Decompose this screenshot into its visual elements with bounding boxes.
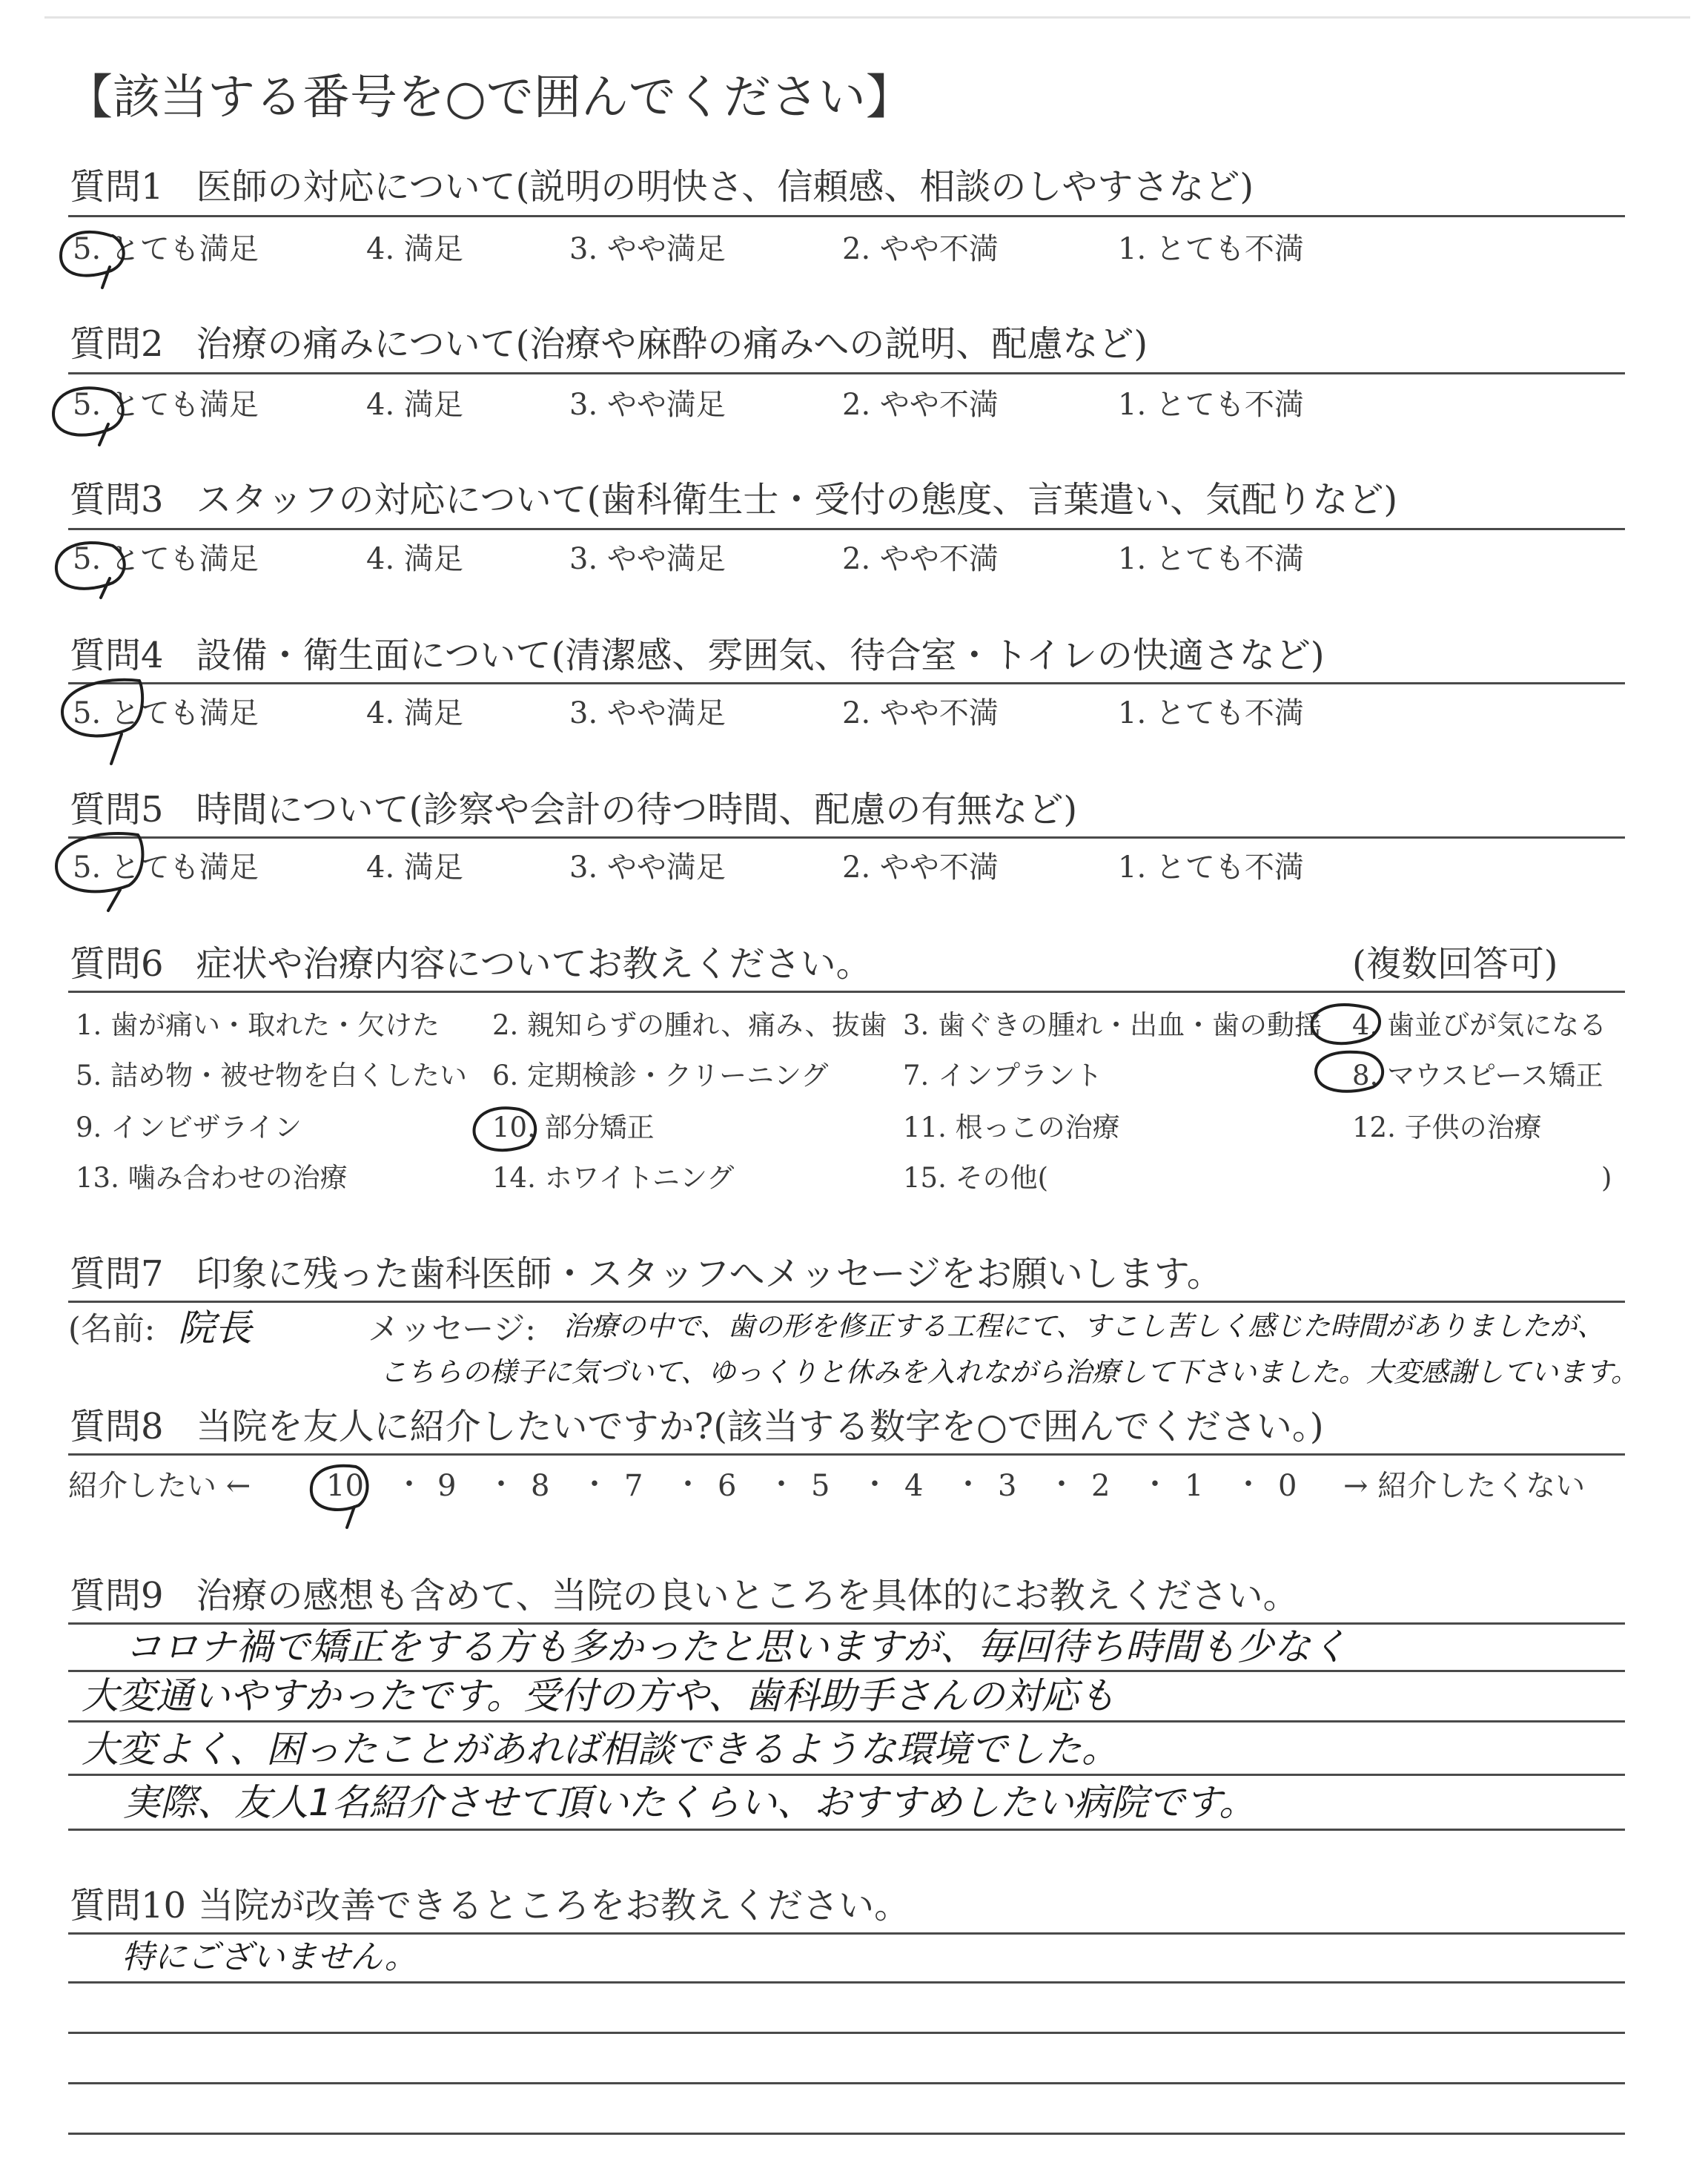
question-7-rule [68, 1301, 1625, 1303]
question-5-label: 質問5 [70, 789, 164, 830]
q3-option-2[interactable]: 2. やや不満 [842, 542, 999, 576]
q9-answer-line-1[interactable]: コロナ禍で矯正をする方も多かったと思いますが、毎回待ち時間も少なく [125, 1625, 1348, 1668]
question-10-text: 当院が改善できるところをお教えください。 [198, 1885, 910, 1926]
q1-option-3[interactable]: 3. やや満足 [569, 232, 726, 266]
q6-option-1[interactable]: 1. 歯が痛い・取れた・欠けた [76, 1009, 440, 1041]
q8-scale-4[interactable]: 4 [904, 1469, 924, 1503]
q6-option-13[interactable]: 13. 噛み合わせの治療 [76, 1162, 348, 1194]
q10-answer-rule [68, 2133, 1625, 2135]
q8-scale-2[interactable]: 2 [1091, 1469, 1110, 1503]
question-1-rule [68, 215, 1625, 217]
question-6-text: 症状や治療内容についてお教えください。 [196, 943, 872, 985]
question-3-label: 質問3 [70, 479, 164, 521]
question-9-label: 質問9 [70, 1575, 164, 1616]
q8-scale-9[interactable]: 9 [437, 1469, 457, 1503]
question-7-text: 印象に残った歯科医師・スタッフへメッセージをお願いします。 [196, 1253, 1222, 1295]
q5-option-4[interactable]: 4. 満足 [366, 851, 463, 885]
q6-option-14[interactable]: 14. ホワイトニング [492, 1162, 735, 1194]
q8-right-label: → 紹介したくない [1343, 1469, 1586, 1503]
q6-option-8[interactable]: 8. マウスピース矯正 [1352, 1060, 1603, 1091]
q8-scale-3[interactable]: 3 [998, 1469, 1017, 1503]
question-4-rule [68, 682, 1625, 684]
question-5-rule [68, 836, 1625, 839]
q9-answer-line-2[interactable]: 大変通いやすかったです。受付の方や、歯科助手さんの対応も [82, 1674, 1116, 1717]
q8-dot: ・ [860, 1467, 890, 1502]
question-2-heading [70, 323, 1148, 365]
question-3-heading [70, 479, 1398, 521]
q8-scale-6[interactable]: 6 [718, 1469, 737, 1503]
q5-option-3[interactable]: 3. やや満足 [569, 851, 726, 885]
q10-answer-rule [68, 2082, 1625, 2084]
q3-option-5[interactable]: 5. とても満足 [73, 542, 259, 576]
q9-answer-rule [68, 1774, 1625, 1776]
question-3-rule [68, 528, 1625, 530]
q3-option-4[interactable]: 4. 満足 [366, 542, 463, 576]
q8-scale-5[interactable]: 5 [811, 1469, 830, 1503]
q8-dot: ・ [1140, 1467, 1170, 1502]
question-1-label: 質問1 [70, 166, 164, 208]
q2-option-4[interactable]: 4. 満足 [366, 388, 463, 422]
page-title: 【該当する番号を○で囲んでください】 [65, 70, 913, 125]
q5-option-2[interactable]: 2. やや不満 [842, 851, 999, 885]
question-2-text: 治療の痛みについて(治療や麻酔の痛みへの説明、配慮など) [196, 323, 1148, 365]
q9-answer-line-4[interactable]: 実際、友人1名紹介させて頂いたくらい、おすすめしたい病院です。 [123, 1781, 1257, 1824]
q3-option-3[interactable]: 3. やや満足 [569, 542, 726, 576]
q9-answer-rule [68, 1670, 1625, 1672]
q4-option-4[interactable]: 4. 満足 [366, 696, 463, 730]
question-9-text: 治療の感想も含めて、当院の良いところを具体的にお教えください。 [196, 1575, 1299, 1616]
q6-option-3[interactable]: 3. 歯ぐきの腫れ・出血・歯の動揺 [903, 1009, 1323, 1041]
q4-option-3[interactable]: 3. やや満足 [569, 696, 726, 730]
q6-option-7[interactable]: 7. インプラント [903, 1060, 1103, 1091]
q9-answer-line-3[interactable]: 大変よく、困ったことがあれば相談できるような環境でした。 [82, 1728, 1119, 1771]
q2-option-5[interactable]: 5. とても満足 [73, 388, 259, 422]
q1-option-4[interactable]: 4. 満足 [366, 232, 463, 266]
question-5-heading [70, 789, 1078, 830]
q8-scale-10[interactable]: 10 [326, 1469, 364, 1503]
question-10-rule [68, 1932, 1625, 1935]
question-10-heading [70, 1885, 910, 1926]
q2-option-1[interactable]: 1. とても不満 [1118, 388, 1304, 422]
question-8-text: 当院を友人に紹介したいですか?(該当する数字を○で囲んでください。) [196, 1406, 1324, 1447]
q6-option-2[interactable]: 2. 親知らずの腫れ、痛み、抜歯 [492, 1009, 887, 1041]
question-2-rule [68, 372, 1625, 374]
q7-message-line-2[interactable]: こちらの様子に気づいて、ゆっくりと休みを入れながら治療して下さいました。大変感謝しています。 [380, 1356, 1638, 1388]
question-10-label: 質問10 [70, 1885, 187, 1926]
q6-option-9[interactable]: 9. インビザライン [76, 1112, 302, 1143]
question-5-text: 時間について(診察や会計の待つ時間、配慮の有無など) [196, 789, 1078, 830]
q8-scale-8[interactable]: 8 [531, 1469, 550, 1503]
question-1-text: 医師の対応について(説明の明快さ、信頼感、相談のしやすさなど) [196, 166, 1254, 208]
q6-option-5[interactable]: 5. 詰め物・被せ物を白くしたい [76, 1060, 468, 1091]
q1-option-5[interactable]: 5. とても満足 [73, 232, 259, 266]
question-4-heading [70, 635, 1325, 676]
q8-dot: ・ [767, 1467, 796, 1502]
q4-option-5[interactable]: 5. とても満足 [73, 696, 259, 730]
question-8-label: 質問8 [70, 1406, 164, 1447]
q2-option-2[interactable]: 2. やや不満 [842, 388, 999, 422]
question-6-rule [68, 991, 1625, 993]
q6-option-4[interactable]: 4. 歯並びが気になる [1352, 1009, 1607, 1041]
q5-option-1[interactable]: 1. とても不満 [1118, 851, 1304, 885]
q7-name-label: (名前: [68, 1311, 156, 1348]
q5-option-5[interactable]: 5. とても満足 [73, 851, 259, 885]
q8-left-label: 紹介したい ← [68, 1469, 251, 1503]
question-6-label: 質問6 [70, 943, 164, 985]
q2-option-3[interactable]: 3. やや満足 [569, 388, 726, 422]
q6-option-10[interactable]: 10. 部分矯正 [492, 1112, 655, 1143]
q7-name-value[interactable]: 院長 [178, 1307, 252, 1350]
q8-dot: ・ [1234, 1467, 1263, 1502]
question-1-heading [70, 166, 1254, 208]
q9-answer-rule [68, 1720, 1625, 1723]
q3-option-1[interactable]: 1. とても不満 [1118, 542, 1304, 576]
question-3-text: スタッフの対応について(歯科衛生士・受付の態度、言葉遣い、気配りなど) [196, 479, 1398, 521]
q8-dot: ・ [673, 1467, 703, 1502]
q6-option-12[interactable]: 12. 子供の治療 [1352, 1112, 1542, 1143]
q9-answer-rule [68, 1829, 1625, 1831]
q6-option-15-close: ) [1601, 1162, 1612, 1194]
q8-dot: ・ [580, 1467, 609, 1502]
q6-option-11[interactable]: 11. 根っこの治療 [903, 1112, 1120, 1143]
q4-option-1[interactable]: 1. とても不満 [1118, 696, 1304, 730]
question-6-heading [70, 943, 872, 985]
q8-scale-0[interactable]: 0 [1278, 1469, 1297, 1503]
question-4-text: 設備・衛生面について(清潔感、雰囲気、待合室・トイレの快適さなど) [196, 635, 1325, 676]
q8-dot: ・ [394, 1467, 424, 1502]
question-7-heading [70, 1253, 1222, 1295]
q1-option-1[interactable]: 1. とても不満 [1118, 232, 1304, 266]
q8-scale-7[interactable]: 7 [624, 1469, 643, 1503]
q6-option-6[interactable]: 6. 定期検診・クリーニング [492, 1060, 829, 1091]
question-6-note: (複数回答可) [1352, 943, 1558, 985]
q7-message-line-1[interactable]: 治療の中で、歯の形を修正する工程にて、すこし苦しく感じた時間がありましたが、 [563, 1310, 1605, 1342]
top-border [44, 16, 1690, 19]
q10-answer-rule [68, 2032, 1625, 2034]
q8-dot: ・ [1047, 1467, 1076, 1502]
question-9-heading [70, 1575, 1299, 1616]
question-8-heading [70, 1406, 1324, 1447]
q4-option-2[interactable]: 2. やや不満 [842, 696, 999, 730]
q8-dot: ・ [486, 1467, 516, 1502]
q8-dot: ・ [953, 1467, 983, 1502]
q6-option-15[interactable]: 15. その他( [903, 1162, 1049, 1194]
q10-answer-line-1[interactable]: 特にございません。 [122, 1938, 417, 1976]
q10-answer-rule [68, 1981, 1625, 1984]
q7-message-label: メッセージ: [368, 1311, 536, 1348]
question-9-rule [68, 1622, 1625, 1625]
question-8-rule [68, 1453, 1625, 1456]
q1-option-2[interactable]: 2. やや不満 [842, 232, 999, 266]
question-7-label: 質問7 [70, 1253, 164, 1295]
question-2-label: 質問2 [70, 323, 164, 365]
q8-scale-1[interactable]: 1 [1185, 1469, 1204, 1503]
question-4-label: 質問4 [70, 635, 164, 676]
